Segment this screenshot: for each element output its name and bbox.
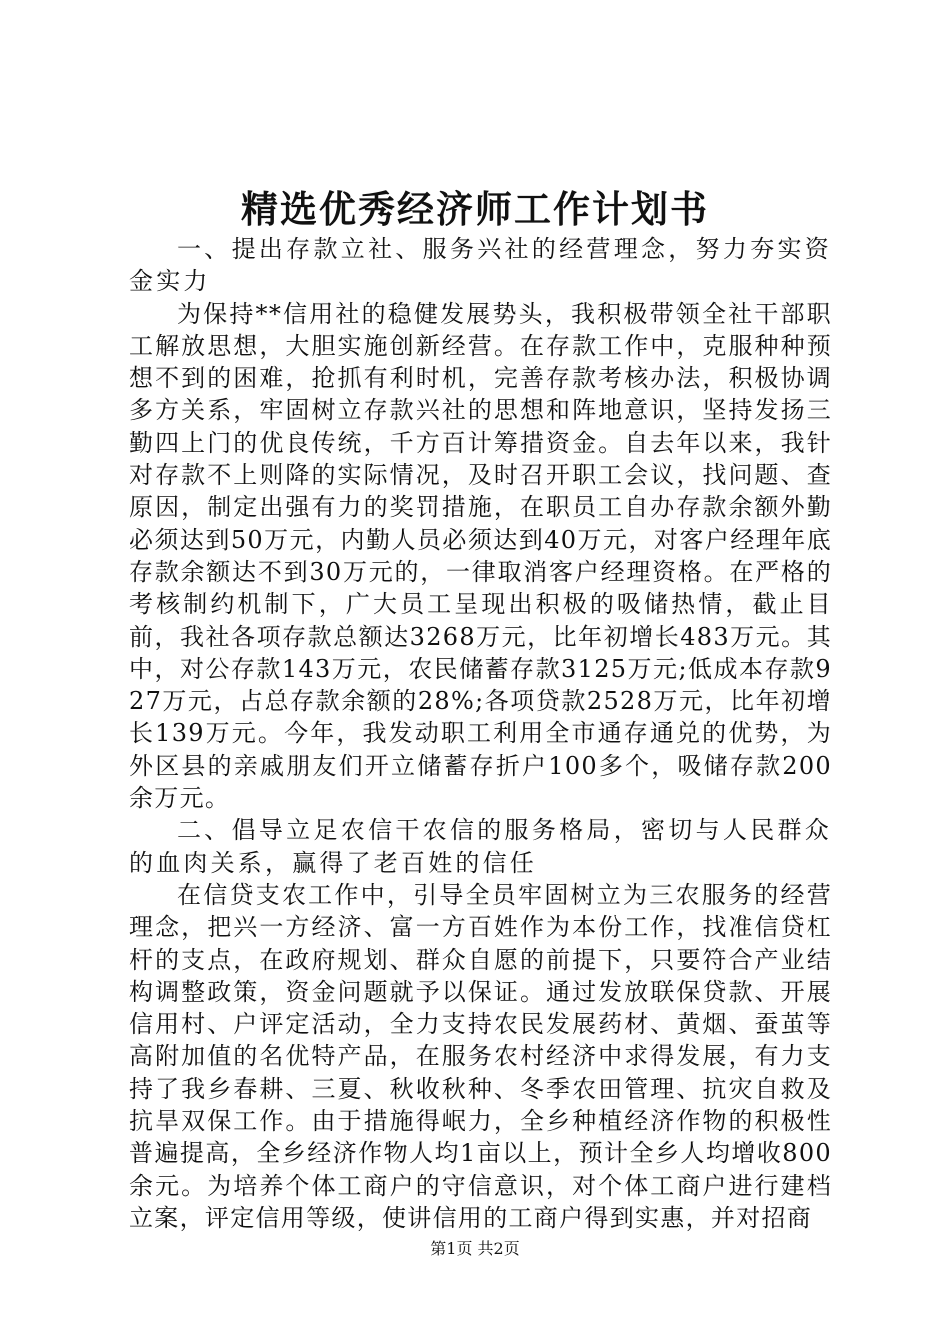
page-number-footer: 第1页 共2页 xyxy=(430,1239,520,1258)
section-heading-2: 二、倡导立足农信干农信的服务格局，密切与人民群众的血肉关系，赢得了老百姓的信任 xyxy=(129,816,832,877)
document-body xyxy=(129,233,832,1234)
body-paragraph-2: 在信贷支农工作中，引导全员牢固树立为三农服务的经营理念，把兴一方经济、富一方百姓作为本份工作，找准信贷杠杆的支点，在政府规划、群众自愿的前提下，只要符合产业结构调整政策，资金问题就予以保证。通过发放联保贷款、开展信用村、户评定活动，全力支持农民发展药材、黄烟、蚕茧等高附加值的名优特产品，在服务农村经济中求得发展，有力支持了我乡春耕、三夏、秋收秋种、冬季农田管理、抗灾自救及抗旱双保工作。由于措施得岷力，全乡种植经济作物的积极性普遍提高，全乡经济作物人均1亩以上，预计全乡人均增收800余元。为培养个体工商户的守信意识，对个体工商户进行建档立案，评定信用等级，使讲信用的工商户得到实惠，并对招商 xyxy=(129,880,832,1232)
section-heading-1: 一、提出存款立社、服务兴社的经营理念，努力夯实资金实力 xyxy=(129,235,832,296)
body-paragraph-1: 为保持**信用社的稳健发展势头，我积极带领全社干部职工解放思想，大胆实施创新经营。在存款工作中，克服种种预想不到的困难，抢抓有利时机，完善存款考核办法，积极协调多方关系，牢固树立存款兴社的思想和阵地意识，坚持发扬三勤四上门的优良传统，千方百计筹措资金。自去年以来，我针对存款不上则降的实际情况，及时召开职工会议，找问题、查原因，制定出强有力的奖罚措施，在职员工自办存款余额外勤必须达到50万元，内勤人员必须达到40万元，对客户经理年底存款余额达不到30万元的，一律取消客户经理资格。在严格的考核制约机制下，广大员工呈现出积极的吸储热情，截止目前，我社各项存款总额达3268万元，比年初增长483万元。其中，对公存款143万元，农民储蓄存款3125万元;低成本存款927万元，占总存款余额的28%;各项贷款2528万元，比年初增长139万元。今年，我发动职工利用全市通存通兑的优势，为外区县的亲戚朋友们开立储蓄存折户100多个，吸储存款200余万元。 xyxy=(129,299,832,813)
document-title: 精选优秀经济师工作计划书 xyxy=(241,187,709,231)
